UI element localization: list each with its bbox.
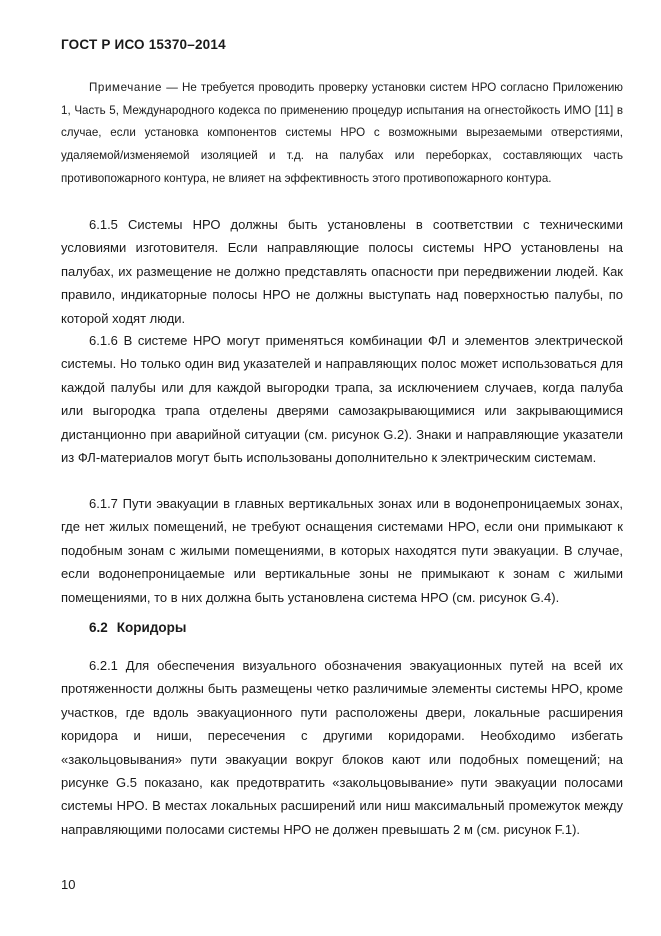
paragraph-6-1-6: 6.1.6 В системе НРО могут применяться комбинации ФЛ и элементов электрической системы. Но только один вид указателей и направляющих полос может использоваться для каждой палубы или для каждой выгородки трапа, за исключением случаев, когда палуба или выгородка трапа отделены дверями самозакрывающимися или закрывающимися дистанционно при аварийной ситуации (см. рисунок G.2). Знаки и направляющие указатели из ФЛ-материалов могут быть использованы дополнительно к электрическим системам.: [61, 333, 623, 466]
section-heading: [89, 620, 186, 635]
section-title: Коридоры: [116, 620, 187, 635]
paragraph-6-1-5: 6.1.5 Системы НРО должны быть установлены в соответствии с техническими условиями изготовителя. Если направляющие полосы системы НРО установлены на палубах, их размещение не должно представлять опасности при передвижении людей. Как правило, индикаторные полосы НРО не должны выступать над поверхностью палубы, по которой ходят люди.: [61, 217, 623, 326]
paragraph-6-2-1: 6.2.1 Для обеспечения визуального обозначения эвакуационных путей на всей их протяженности должны быть размещены четко различимые элементы системы НРО, кроме участков, где вдоль эвакуационного пути расположены двери, локальные расширения коридора и ниши, пересечения с другими коридорами. Необходимо избегать «закольцовывания» пути эвакуации вокруг блоков кают или подобных помещений; на рисунке G.5 показано, как предотвратить «закольцовывание» пути эвакуации полосами системы НРО. В местах локальных расширений или ниш максимальный промежуток между направляющими полосами системы НРО не должен превышать 2 м (см. рисунок F.1).: [61, 658, 623, 837]
document-header: ГОСТ Р ИСО 15370–2014: [61, 37, 226, 52]
note-text: — Не требуется проводить проверку установки систем НРО согласно Приложению 1, Часть 5, Международного кодекса по применению процедур испытания на огнестойкость ИМО [11] в случае, если установка компонентов системы НРО с возможными вырезаемыми отверстиями, удаляемой/изменяемой изоляцией и т.д. на палубах или переборках, составляющих часть противопожарного контура, не влияет на эффективность этого противопожарного контура.: [61, 81, 623, 185]
page-number: 10: [61, 877, 76, 892]
paragraph-6-1-7: 6.1.7 Пути эвакуации в главных вертикальных зонах или в водонепроницаемых зонах, где нет жилых помещений, не требуют оснащения системами НРО, если они примыкают к подобным зонам с жилыми помещениями, в которых находятся пути эвакуации. В случае, если водонепроницаемые или вертикальные зоны не примыкают к зонам с жилыми помещениями, то в них должна быть установлена система НРО (см. рисунок G.4).: [61, 496, 623, 605]
note-paragraph: [61, 77, 623, 191]
section-number: 6.2: [89, 620, 108, 635]
note-lead: Примечание: [89, 81, 163, 94]
